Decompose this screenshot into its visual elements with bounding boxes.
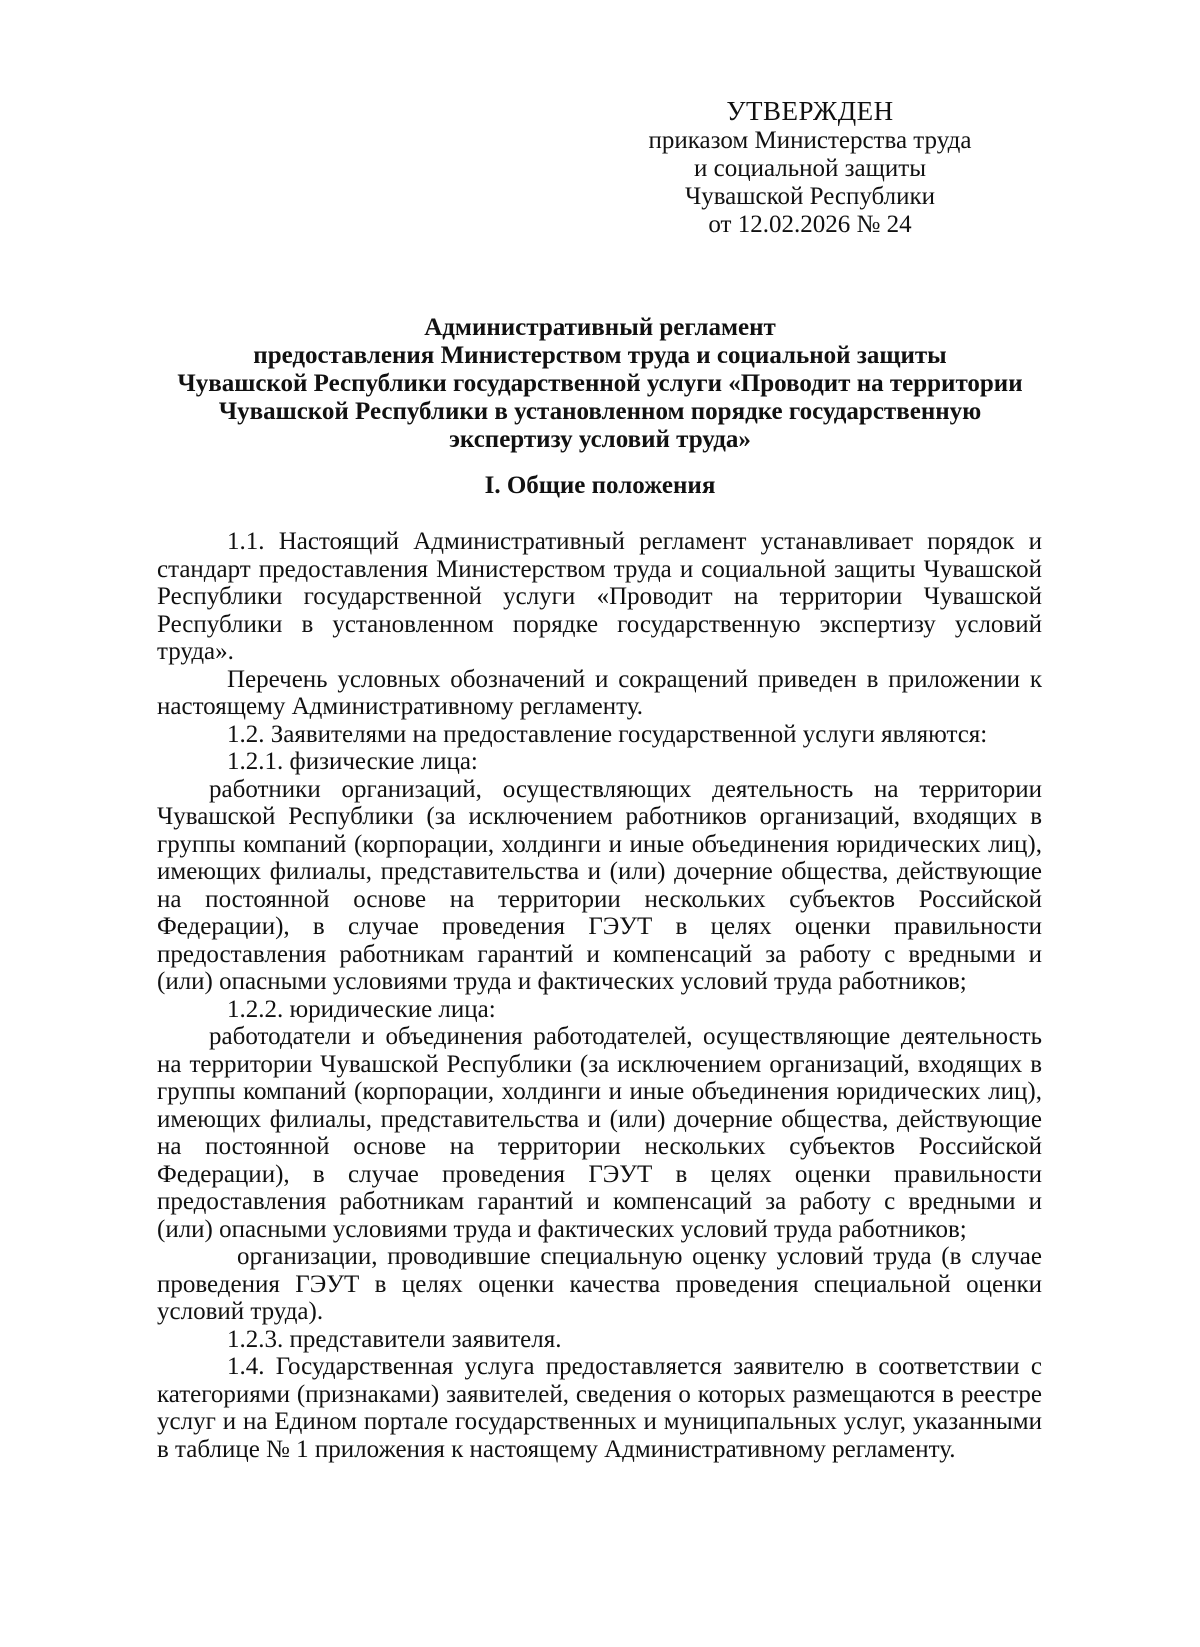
title-line: экспертизу условий труда»	[449, 426, 751, 453]
approval-line: Чувашской Республики	[684, 183, 936, 210]
paragraph-1-2-2: 1.2.2. юридические лица:	[227, 995, 496, 1023]
paragraph-abbreviations: Перечень условных обозначений и сокращений приведен в приложении к настоящему Административному регламенту.	[157, 665, 1042, 720]
approval-line: и социальной защиты	[693, 155, 926, 182]
title-line: предоставления Министерством труда и социальной защиты	[253, 342, 947, 369]
paragraph-organizations: организации, проводившие специальную оценку условий труда (в случае проведения ГЭУТ в целях оценки качества проведения специальной оценки условий труда).	[157, 1243, 1042, 1325]
paragraph-workers: работники организаций, осуществляющих деятельность на территории Чувашской Республики (за исключением работников организаций, входящих в группы компаний (корпорации, холдинги и иные объединения юридических лиц), имеющих филиалы, представительства и (или) дочерние общества, действующие на постоянной основе на территории нескольких субъектов Российской Федерации), в случае проведения ГЭУТ в целях оценки правильности предоставления работникам гарантий и компенсаций за работу с вредными и (или) опасными условиями труда и фактических условий труда работников;	[157, 775, 1042, 995]
paragraph-1-2-1: 1.2.1. физические лица:	[227, 748, 478, 775]
approval-line: приказом Министерства труда	[648, 127, 972, 154]
approval-heading: УТВЕРЖДЕН	[726, 96, 894, 126]
paragraph-employers: работодатели и объединения работодателей, осуществляющие деятельность на территории Чувашской Республики (за исключением организаций, входящих в группы компаний (корпорации, холдинги и иные объединения юридических лиц), имеющих филиалы, представительства и (или) дочерние общества, действующие на постоянной основе на территории нескольких субъектов Российской Федерации), в случае проведения ГЭУТ в целях оценки правильности предоставления работникам гарантий и компенсаций за работу с вредными и (или) опасными условиями труда и фактических условий труда работников;	[157, 1023, 1042, 1243]
approval-block	[640, 96, 980, 239]
paragraph-1-2-3: 1.2.3. представители заявителя.	[227, 1325, 562, 1353]
paragraph-1-2: 1.2. Заявителями на предоставление государственной услуги являются:	[227, 720, 988, 748]
title-line: Административный регламент	[424, 314, 776, 341]
paragraph-1-4: 1.4. Государственная услуга предоставляется заявителю в соответствии с категориями (признаками) заявителей, сведения о которых размещаются в реестре услуг и на Едином портале государственных и муниципальных услуг, указанными в таблице № 1 приложения к настоящему Административному регламенту.	[157, 1353, 1042, 1463]
document-body	[157, 528, 1042, 1463]
paragraph-1-1: 1.1. Настоящий Административный регламент устанавливает порядок и стандарт предоставления Министерством труда и социальной защиты Чувашской Республики государственной услуги «Проводит на территории Чувашской Республики в установленном порядке государственную экспертизу условий труда».	[157, 528, 1042, 665]
section-heading: I. Общие положения	[484, 472, 716, 499]
title-line: Чувашской Республики в установленном порядке государственную	[218, 398, 982, 425]
approval-date-number: от 12.02.2026 № 24	[708, 211, 912, 238]
title-line: Чувашской Республики государственной услуги «Проводит на территории	[177, 370, 1023, 397]
document-title	[150, 314, 1050, 454]
